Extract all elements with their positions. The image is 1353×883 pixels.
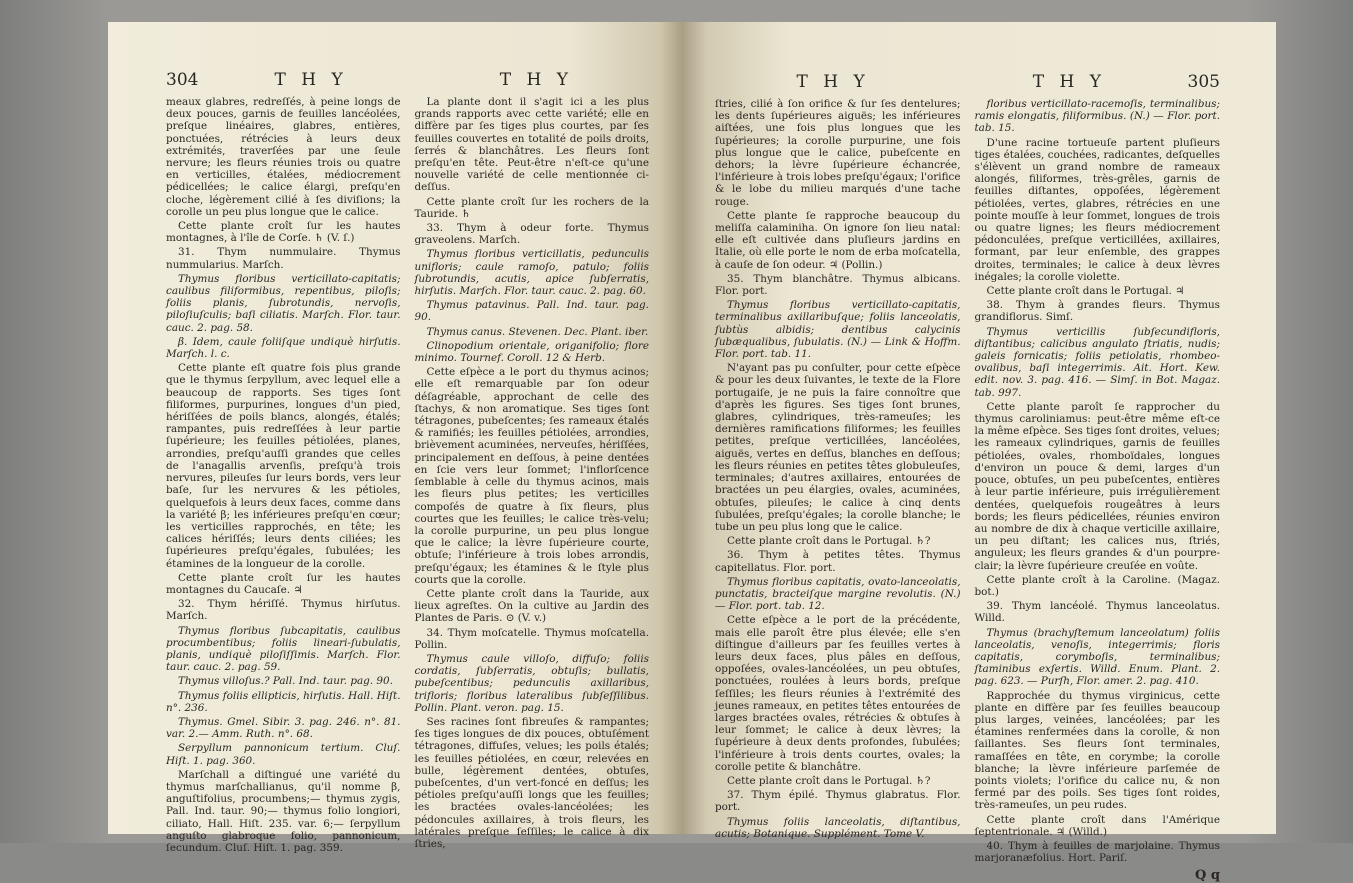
paragraph: Cette plante croît ſur les hautes montagnes, à l'île de Corſe. ♄ (V. ſ.)	[166, 220, 401, 245]
paragraph: Cette plante croît dans le Portugal. ♃	[986, 285, 1185, 298]
right-running-head-1: T H Y	[796, 72, 870, 92]
left-running-head-2: T H Y	[499, 70, 573, 90]
paragraph: 31. Thym nummulaire. Thymus nummularius. Marſch.	[166, 246, 401, 271]
paragraph: Thymus foliis lanceolatis, diſtantibus, acutis; Botanique. Supplément. Tome V.	[715, 815, 961, 840]
paragraph: 32. Thym hériſſé. Thymus hirſutus. Marſch.	[166, 598, 401, 623]
paragraph: Thymus foliis ellipticis, hirſutis. Hall. Hiſt. n°. 236.	[166, 689, 401, 714]
right-column-2	[975, 98, 1221, 866]
paragraph: Cette plante paroît ſe rapprocher du thymus caroliniamus: peut-être même eſt-ce la même eſpèce. Ses tiges ſont droites, velues; les rameaux cylindriques, garnis de feuilles pétiolées, ovales, rhomboïdales, longues d'environ un pouce & demi, larges d'un pouce, obtuſes, un peu pubeſcentes, entières à leur partie inférieure, puis irrégulièrement dentées, quelquefois rougeâtres à leurs bords; les fleurs pédicellées, réunies environ au nombre de dix à chaque verticille axillaire, un peu diſtant; les calices nus, ſtriés, anguleux; les fleurs grandes & d'un pourpre-clair; la lèvre ſupérieure creuſée en voûte.	[974, 400, 1220, 572]
right-page	[683, 22, 1276, 883]
paragraph: Rapprochée du thymus virginicus, cette plante en diffère par ſes feuilles beaucoup plus larges, veinées, lancéolées; par les étamines renfermées dans la corolle, & non ſaillantes. Ses fleurs ſont terminales, ramaſſées en tête, en corymbe; la corolle blanche; la lèvre inférieure parſemée de points violets; l'orifice du calice nu, & non fermé par des poils. Ses tiges ſont roides, très-rameuſes, un peu rudes.	[974, 689, 1220, 812]
paragraph: Cette plante croît dans l'Amérique ſeptentrionale. ♃ (Willd.)	[974, 813, 1220, 838]
paragraph: Thymus. Gmel. Sibir. 3. pag. 246. n°. 81. var. 2.— Amm. Ruth. n°. 68.	[166, 715, 401, 741]
paragraph: β. Idem, caule foliiſque undiquè hirſutis. Marſch. l. c.	[166, 335, 401, 361]
paragraph: Thymus (brachyſtemum lanceolatum) foliis lanceolatis, venoſis, integerrimis; floris capitatis, corymboſis, terminalibus; ſtaminibus exſertis. Willd. Enum. Plant. 2. pag. 623. — Purſh, Flor. amer. 2. pag. 410.	[974, 626, 1220, 688]
paragraph: 35. Thym blanchâtre. Thymus albicans. Flor. port.	[715, 272, 961, 298]
paragraph: 38. Thym à grandes fleurs. Thymus grandiflorus. Simſ.	[974, 299, 1220, 324]
paragraph: Thymus floribus capitatis, ovato-lanceolatis, punctatis, bracteiſque margine revolutis. (N.) — Flor. port. tab. 12.	[715, 575, 961, 613]
paragraph: Cette plante croît dans le Portugal. ♄?	[727, 774, 931, 787]
right-page-columns	[715, 98, 1220, 866]
paragraph: Ses racines ſont fibreuſes & rampantes; ſes tiges longues de dix pouces, obtuſément tétragones, diffuſes, velues; les poils étalés; les feuilles pétiolées, en cœur, relevées en bulle, légèrement dentées, obtuſes, pubeſcentes, d'un vert-foncé en deſſus; les pétioles preſqu'auſſi longs que les feuilles; les bractées ovales-lancéolées; les pédoncules axillaires, à trois fleurs, les latérales preſque ſeſſiles; le calice à dix ſtries,	[414, 715, 649, 850]
paragraph: Cette eſpèce a le port du thymus acinos; elle eſt remarquable par ſon odeur déſagréable, approchant de celle des ſtachys, & non aromatique. Ses tiges ſont tétragones, pubeſcentes; ſes rameaux étalés & ramifiés; les feuilles pétiolées, arrondies, brièvement acuminées, nerveuſes, hériſſées, principalement en deſſous, à peine dentées en ſcie vers leur ſommet; l'inflorſcence ſemblable à celle du thymus acinos, mais les fleurs plus petites; les verticilles compoſés de quatre à ſix fleurs, plus courtes que les feuilles; le calice très-velu; la corolle purpurine, un peu plus longue que le calice; la lèvre ſupérieure courte, obtuſe; l'inférieure à trois lobes arrondis, preſqu'égaux; les étamines & le ſtyle plus courts que la corolle.	[414, 366, 649, 586]
paragraph: Cette plante ſe rapproche beaucoup du meliſſa calaminiha. On ignore ſon lieu natal: elle eſt cultivée dans pluſieurs jardins en Italie, où elle porte le nom de erba moſcatella, à cauſe de ſon odeur. ♃ (Pollin.)	[715, 209, 961, 271]
right-running-head	[715, 72, 1188, 92]
paragraph: ſtries, cilié à ſon orifice & ſur ſes dentelures; les dents ſupérieures aiguës; les inférieures aiſtées, une fois plus longues que les ſupérieures; la corolle purpurine, une fois plus longue que le calice, pubeſcente en dehors; la lèvre ſupérieure échancrée, l'inférieure à trois lobes preſqu'égaux; l'orifice & le lobe du milieu marqués d'une tache rouge.	[715, 98, 961, 208]
paragraph: Clinopodium orientale, origanifolio; flore minimo. Tournef. Coroll. 12 & Herb.	[414, 339, 649, 365]
paragraph: Cette plante croît dans la Tauride, aux lieux agreſtes. On la cultive au Jardin des Plantes de Paris. ⊙ (V. v.)	[414, 587, 649, 625]
paragraph: meaux glabres, redreſſés, à peine longs de deux pouces, garnis de feuilles lancéolées, preſque linéaires, glabres, entières, ponctuées, rétrécies à leurs deux extrémités, traverſées par une ſeule nervure; les fleurs réunies trois ou quatre en verticilles, étalées, médiocrement pédicellées; le calice élargi, preſqu'en cloche, légèrement cilié à ſes diviſions; la corolle un peu plus longue que le calice.	[166, 96, 401, 218]
left-page-header	[166, 70, 649, 90]
paragraph: Thymus floribus verticillatis, pedunculis unifloris; caule ramoſo, patulo; foliis ſubrotundis, acutis, apice ſubſerratis, hirſutis. Marſch. Flor. taur. cauc. 2. pag. 60.	[414, 248, 649, 298]
paragraph: Cette eſpèce a le port de la précédente, mais elle paroît être plus élevée; elle s'en diſtingue d'ailleurs par ſes feuilles vertes à leurs deux faces, plus pâles en deſſous, oppoſées, ovales-lancéolées, un peu obtuſes, ponctuées, roulées à leurs bords, preſque ſeſſiles; les fleurs réunies à l'extrémité des jeunes rameaux, en petites têtes entourées de larges bractées ovales, rétrécies & obtuſes à leur ſommet; le calice à deux lèvres; la ſupérieure à deux dents profondes, ſubulées; l'inférieure à trois dents courtes, ovales; la corolle petite & blanchâtre.	[715, 614, 961, 773]
paragraph: 39. Thym lancéolé. Thymus lanceolatus. Willd.	[974, 600, 1220, 625]
paragraph: Cette plante croît ſur les hautes montagnes du Caucaſe. ♃	[166, 571, 401, 596]
paragraph: 34. Thym moſcatelle. Thymus moſcatella. Pollin.	[414, 626, 649, 651]
paragraph: Thymus canus. Stevenen. Dec. Plant. iber.	[426, 325, 649, 338]
left-column-2	[415, 96, 650, 856]
left-running-head	[198, 70, 649, 90]
paragraph: N'ayant pas pu conſulter, pour cette eſpèce & pour les deux ſuivantes, le texte de la Flore portugaiſe, je ne puis la faire connoître que d'après les figures. Ses tiges ſont brunes, glabres, cylindriques, très-rameuſes; les dernières ramifications filiformes; les feuilles petites, preſque verticillées, lancéolées, aiguës, vertes en deſſus, blanches en deſſous; les fleurs réunies en petites têtes globuleuſes, terminales; d'autres axillaires, entourées de bractées un peu élargies, ovales, acuminées, obtuſes, pileuſes; le calice à cinq dents ſubulées, preſqu'égales; la corolle blanche; le tube un peu plus long que le calice.	[715, 362, 961, 533]
paragraph: Thymus patavinus. Pall. Ind. taur. pag. 90.	[414, 299, 649, 324]
signature-mark: Q q	[1195, 868, 1220, 883]
paragraph: 33. Thym à odeur forte. Thymus graveolens. Marſch.	[414, 222, 649, 247]
paragraph: Thymus caule villoſo, diffuſo; foliis cordatis, ſubſerratis, obtuſis; bullatis, pubeſcentibus; pedunculis axillaribus, trifloris; floribus lateralibus ſubſeſſilibus. Pollin. Plant. veron. pag. 15.	[414, 652, 649, 714]
paragraph: Serpyllum pannonicum tertium. Cluſ. Hiſt. 1. pag. 360.	[166, 742, 401, 767]
paragraph: Thymus verticillis ſubſecundifloris, diſtantibus; calicibus angulato ſtriatis, nudis; galeis fornicatis; foliis petiolatis, rhombeo-ovalibus, baſi integerrimis. Ait. Hort. Kew. edit. nov. 3. pag. 416. — Simſ. in Bot. Magaz. tab. 997.	[974, 325, 1220, 399]
paragraph: Cette plante eſt quatre fois plus grande que le thymus ſerpyllum, avec lequel elle a beaucoup de rapports. Ses tiges ſont filiformes, purpurines, longues d'un pied, hériſſées de poils blancs, alongés, étalés; rampantes, puis redreſſées à leur partie ſupérieure; les feuilles pétiolées, planes, arrondies, preſqu'auſſi grandes que celles de l'anagallis arvenſis, preſqu'à trois nervures, pileuſes ſur leurs bords, vers leur baſe, ſur les nervures & les pétioles, quelquefois à leurs deux faces, comme dans la variété β; les inférieures preſqu'en cœur; les verticilles rapprochés, en tête; les calices hériſſés; leurs dents ciliées; les ſupérieures preſqu'égales, ſubulées; les étamines de la longueur de la corolle.	[166, 362, 401, 570]
paragraph: floribus verticillato-racemoſis, terminalibus; ramis elongatis, filiformibus. (N.) — Flor. port. tab. 15.	[974, 98, 1220, 135]
paragraph: 36. Thym à petites têtes. Thymus capitellatus. Flor. port.	[715, 549, 961, 574]
open-book	[108, 22, 1276, 883]
paragraph: Thymus villoſus.? Pall. Ind. taur. pag. 90.	[178, 675, 393, 688]
paragraph: 40. Thym à feuilles de marjolaine. Thymus marjoranæfolius. Hort. Pariſ.	[974, 839, 1220, 865]
paragraph: Cette plante croît dans le Portugal. ♄?	[727, 535, 931, 548]
right-page-header	[715, 72, 1220, 92]
right-page-number: 305	[1187, 72, 1220, 92]
paragraph: Cette plante croît à la Caroline. (Magaz. bot.)	[974, 573, 1220, 598]
paragraph: 37. Thym épilé. Thymus glabratus. Flor. port.	[715, 789, 961, 814]
paragraph: Thymus floribus ſubcapitatis, caulibus procumbentibus; foliis lineari-ſubulatis, planis, undiquè piloſiſſimis. Marſch. Flor. taur. cauc. 2. pag. 59.	[166, 624, 401, 674]
paragraph: La plante dont il s'agit ici a les plus grands rapports avec cette variété; elle en diffère par ſes tiges plus courtes, par ſes feuilles couvertes en totalité de poils droits, ſerrés & blanchâtres. Les fleurs ſont preſqu'en tête. Peut-être n'eſt-ce qu'une nouvelle variété de celle mentionnée ci-deſſus.	[414, 96, 649, 194]
left-running-head-1: T H Y	[274, 70, 348, 90]
paragraph: Cette plante croît ſur les rochers de la Tauride. ♄	[414, 195, 649, 220]
right-running-head-2: T H Y	[1032, 72, 1106, 92]
paragraph: Thymus floribus verticillato-capitatis; caulibus filiformibus, repentibus, piloſis; foliis planis, ſubrotundis, nervoſis, piloſiuſculis; baſi ciliatis. Marſch. Flor. taur. cauc. 2. pag. 58.	[166, 272, 401, 334]
paragraph: Marſchall a diſtingué une variété du thymus marſchallianus, qu'il nomme β, anguſtifolius, procumbens;— thymus zygis, Pall. Ind. taur. 90;— thymus folio longiori, ciliato, Hall. Hiſt. 235. var. 6;— ſerpyllum anguſto glabroque folio, pannonicum, ſecundum. Cluſ. Hiſt. 1. pag. 359.	[166, 768, 401, 854]
left-page	[108, 22, 683, 854]
left-column-1	[166, 96, 401, 856]
left-page-number: 304	[166, 70, 199, 90]
paragraph: D'une racine tortueuſe partent pluſieurs tiges étalées, couchées, radicantes, deſquelles s'élèvent un grand nombre de rameaux alongés, filiformes, très-grêles, garnis de feuilles diſtantes, oppoſées, légèrement pétiolées, vertes, glabres, rétrécies en une pointe mouſſe à leur ſommet, longues de trois ou quatre lignes; les fleurs médiocrement pédonculées, preſque verticillées, axillaires, formant, par leur enſemble, des grappes droites, terminales; le calice à deux lèvres inégales; la corolle violette.	[974, 136, 1220, 283]
paragraph: Thymus floribus verticillato-capitatis, terminalibus axillaribuſque; foliis lanceolatis, ſubtùs albidis; dentibus calycinis ſubæqualibus, ſubulatis. (N.) — Link & Hoffm. Flor. port. tab. 11.	[715, 299, 961, 361]
right-column-1	[715, 98, 961, 866]
left-page-columns	[166, 96, 649, 856]
